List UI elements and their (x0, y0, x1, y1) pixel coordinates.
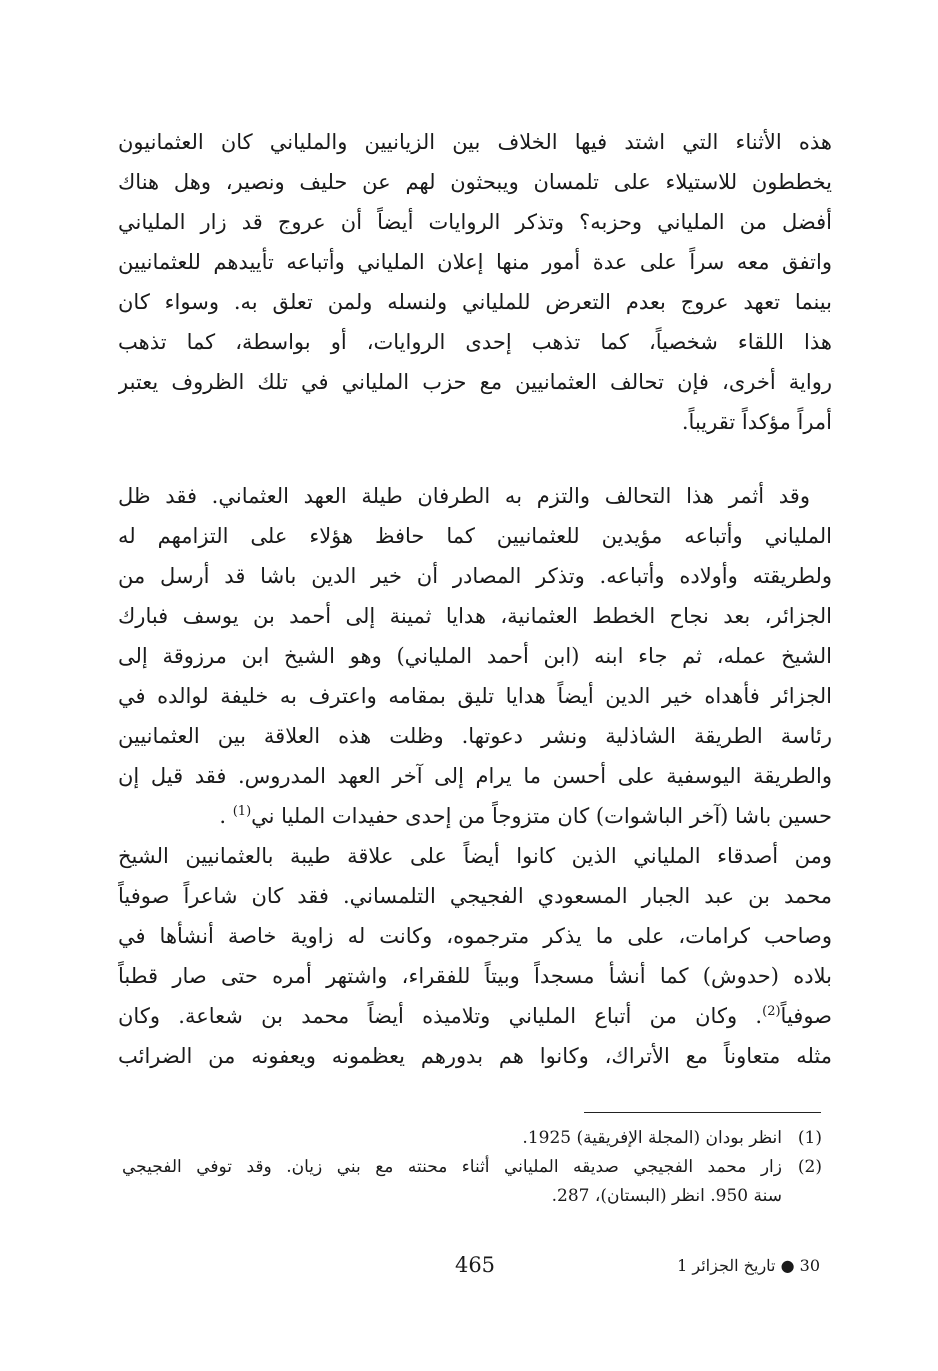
footnote-body (122, 1153, 782, 1211)
text-line-with-footnote-ref: صوفياً$^{(2)}$. وكان من أتباع الملياني وتلاميذه أيضاً محمد بن شعاعة. وكان (118, 1004, 832, 1028)
text-run: وكان من أتباع الملياني وتلاميذه أيضاً محمد بن شعاعة. وكان (118, 1004, 738, 1028)
footnote-body (122, 1124, 782, 1153)
footnote-text: انظر بودان (المجلة الإفريقية) 1925. (522, 1128, 782, 1148)
footnote-text: سنة 950. انظر (البستان)، 287. (551, 1186, 782, 1206)
sentence-end: . (219, 804, 227, 828)
footnote-2 (122, 1153, 822, 1211)
text-line: الجزائر، بعد نجاح الخطط العثمانية، هدايا ثمينة إلى أحمد بن يوسف فبارك (118, 604, 832, 628)
text-line-with-footnote-ref (118, 796, 832, 836)
text-run: صوفياً (780, 1004, 832, 1028)
footnote-1 (122, 1124, 822, 1153)
footnote-number: (2) (797, 1157, 822, 1177)
text-line: هذه الأثناء التي اشتد فيها الخلاف بين الزيانيين والملياني كان العثمانيون (118, 130, 832, 154)
text-run: حسين باشا (آخر الباشوات) كان متزوجاً من إحدى حفيدات المليا ني (251, 804, 832, 828)
text-line: بلاده (حدوش) كما أنشأ مسجداً وبيتاً للفقراء، واشتهر أمره حتى صار قطباً (118, 964, 832, 988)
text-line: وقد أثمر هذا التحالف والتزم به الطرفان طيلة العهد العثماني. فقد ظل (118, 484, 810, 508)
text-line: وصاحب كرامات، على ما يذكر مترجموه، وكانت له زاوية خاصة أنشأها في (118, 924, 832, 948)
footnotes (122, 1124, 822, 1211)
footnote-ref-2: (2) (762, 1004, 781, 1019)
footnote-ref-1: (1) (232, 804, 252, 819)
text-line: يخططون للاستيلاء على تلمسان ويبحثون لهم عن حليف ونصير، وهل هناك (118, 170, 832, 194)
text-line: محمد بن عبد الجبار المسعودي الفجيجي التلمساني. فقد كان شاعراً صوفياً (118, 884, 832, 908)
text-line: والطريقة اليوسفية على أحسن ما يرام إلى آخر العهد المدروس. فقد قيل إن (118, 764, 832, 788)
text-line: الشيخ عمله، ثم جاء ابنه (ابن أحمد الملياني) وهو الشيخ ابن مرزوقة إلى (118, 644, 832, 668)
text-line: الملياني وأتباعه مؤيدين للعثمانيين كما حافظ هؤلاء على التزامهم له (118, 524, 832, 548)
text-line: هذا اللقاء شخصياً، كما تذهب إحدى الروايات، أو بواسطة، كما تذهب (118, 330, 832, 354)
text-line: الجزائر فأهداه خير الدين أيضاً هدايا تليق بمقامه واعترف به خليفة لوالده في (118, 684, 832, 708)
paragraph-1 (118, 122, 832, 442)
text-line: مثله متعاوناً مع الأتراك، وكانوا هم بدورهم يعظمونه ويعفونه من الضرائب (118, 1044, 832, 1068)
text-line: ومن أصدقاء الملياني الذين كانوا أيضاً على علاقة طيبة بالعثمانيين الشيخ (118, 844, 832, 868)
paragraph-2 (118, 476, 832, 1076)
text-line: أمراً مؤكداً تقريباً. (681, 410, 832, 434)
page-number: 465 (454, 1253, 496, 1277)
footnote-text: زار محمد الفجيجي صديقه الملياني أثناء محنته مع بني زيان. وقد توفي الفجيجي (122, 1157, 782, 1177)
text-line: ولطريقته وأولاده وأتباعه. وتذكر المصادر أن خير الدين باشا قد أرسل من (118, 564, 832, 588)
running-footer: 30 ● تاريخ الجزائر 1 (677, 1256, 820, 1275)
text-line: أفضل من الملياني وحزبه؟ وتذكر الروايات أيضاً أن عروج قد زار الملياني (118, 210, 832, 234)
text-line: رئاسة الطريقة الشاذلية ونشر دعوتها. وظلت هذه العلاقة بين العثمانيين (118, 724, 832, 748)
text-line: رواية أخرى، فإن تحالف العثمانيين مع حزب الملياني في تلك الظروف يعتبر (118, 370, 832, 394)
text-line: بينما تعهد عروج بعدم التعرض للملياني ولنسله ولمن تعلق به. وسواء كان (118, 290, 832, 314)
footnote-number: (1) (797, 1128, 822, 1148)
text-line: واتفق معه سراً على عدة أمور منها إعلان الملياني وأتباعه تأييدهم للعثمانيين (118, 250, 832, 274)
footnote-separator (584, 1112, 821, 1113)
